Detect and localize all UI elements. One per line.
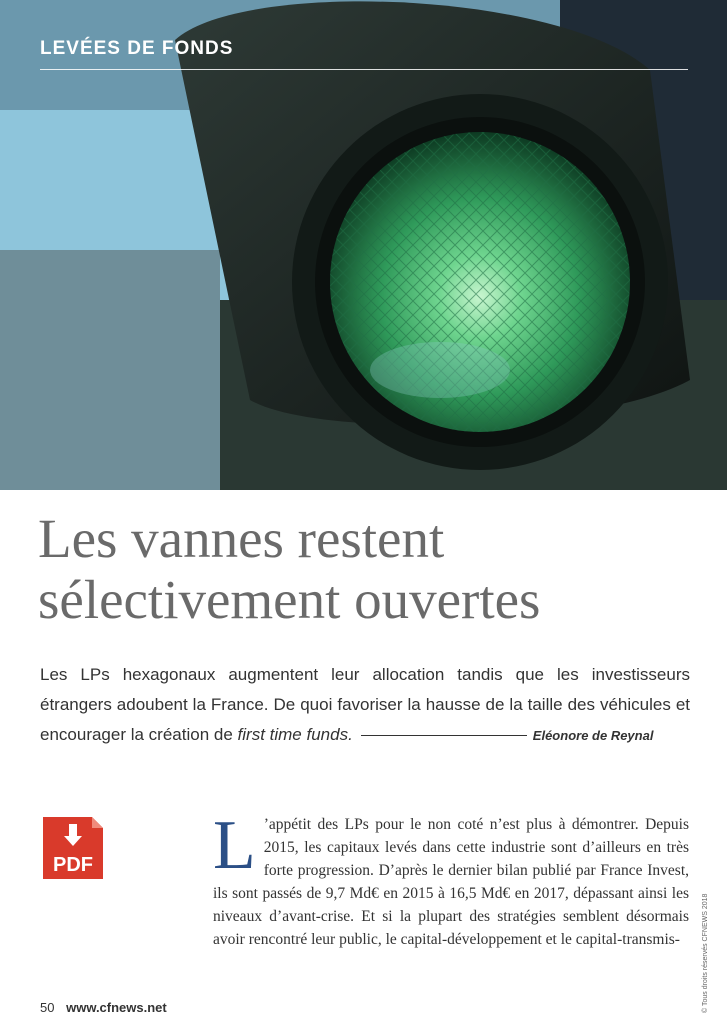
pdf-label: PDF xyxy=(53,854,93,876)
pdf-download-icon[interactable] xyxy=(40,814,106,882)
author-name: Eléonore de Reynal xyxy=(532,728,654,743)
article-body xyxy=(213,807,689,951)
traffic-light-illustration xyxy=(0,0,727,490)
byline-rule xyxy=(361,735,527,736)
page-number: 50 xyxy=(40,1000,55,1015)
copyright-notice xyxy=(702,895,712,1015)
standfirst xyxy=(40,660,690,751)
headline-line-2: sélectivement ouvertes xyxy=(38,569,541,630)
standfirst-text: Les LPs hexagonaux augmentent leur allocation tandis que les investisseurs étrangers adoubent la France. De quoi favoriser la hausse de la taille des véhicules et encourager la création de xyxy=(40,665,690,744)
article-headline xyxy=(38,508,698,630)
page-footer xyxy=(40,1000,167,1015)
drop-cap: L xyxy=(213,807,256,884)
standfirst-italic: first time funds. xyxy=(237,725,353,744)
section-divider xyxy=(40,69,688,70)
site-link[interactable]: www.cfnews.net xyxy=(66,1000,167,1015)
copyright-text: © Tous droits réservés CFNEWS 2018 xyxy=(702,893,709,1013)
headline-line-1: Les vannes restent xyxy=(38,508,445,569)
article-text: ’appétit des LPs pour le non coté n’est plus à démontrer. Depuis 2015, les capitaux levés dans cette industrie sont d’ailleurs en très forte progression. D’après le dernier bilan publié par France Invest, ils sont passés de 9,7 Md€ en 2015 à 16,5 Md€ en 2017, dépassant ainsi les niveaux d’avant-crise. Et si la plupart des stratégies semblent désormais avoir rencontré leur public, le capital-développement et le capital-transmis- xyxy=(213,816,689,948)
hero-image-traffic-light xyxy=(0,0,727,490)
section-label: LEVÉES DE FONDS xyxy=(40,38,234,59)
